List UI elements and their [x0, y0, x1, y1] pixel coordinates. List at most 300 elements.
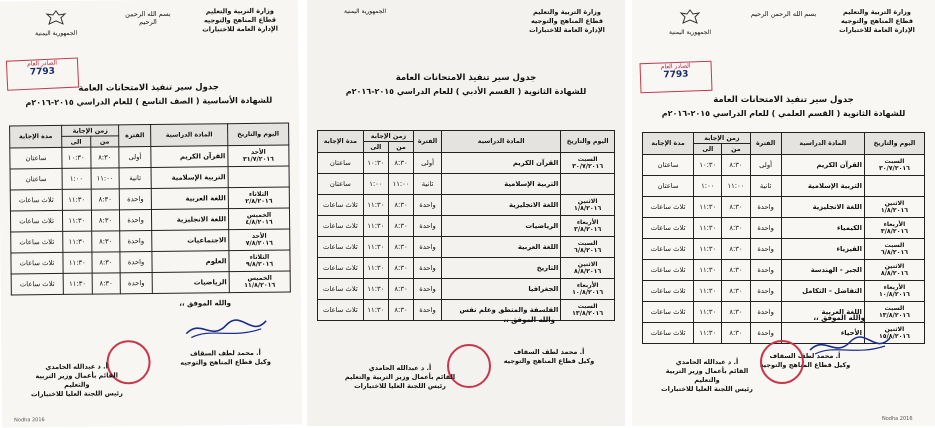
col-day: اليوم والتاريخ — [228, 123, 289, 146]
col-to: الى — [694, 144, 722, 155]
subject-cell: اللغة العربية — [781, 302, 864, 323]
signature-area — [11, 299, 292, 410]
minister-title: القائم بأعمال وزير التربية والتعليم — [665, 367, 749, 384]
ministry-block — [827, 8, 927, 35]
to-cell: ١١:٣٠ — [694, 197, 722, 218]
col-subject: المادة الدراسية — [150, 124, 227, 147]
day-cell — [228, 166, 289, 188]
day-cell — [561, 279, 615, 300]
stamp-label: الصادر العام — [26, 59, 58, 68]
footer-mark: Nodha 2016 — [14, 417, 45, 424]
republic-block — [6, 8, 106, 38]
duration-cell: ثلاث ساعات — [318, 300, 364, 321]
sector-name: قطاع المناهج والتوجيه — [203, 15, 277, 25]
stamp-number: 7793 — [663, 69, 689, 81]
duration-cell: ثلاث ساعات — [11, 231, 63, 253]
republic-name: الجمهورية اليمنية — [343, 8, 386, 15]
period-cell: واحدة — [414, 216, 442, 237]
col-from: من — [722, 144, 750, 155]
duration-cell: ثلاث ساعات — [318, 216, 364, 237]
day-name: الاثنين — [884, 263, 905, 270]
period-cell: ثانية — [750, 176, 781, 197]
stamp-number: 7793 — [29, 66, 56, 78]
from-cell: ٨:٣٠ — [388, 153, 413, 174]
from-cell: ٨:٣٠ — [388, 300, 413, 321]
subject-cell: الكيمياء — [781, 218, 864, 239]
day-cell — [864, 260, 924, 281]
ministry-block — [517, 8, 617, 35]
from-cell: ٨:٣٠ — [722, 323, 750, 344]
period-cell: واحدة — [120, 230, 152, 251]
minister-block — [652, 358, 762, 394]
period-cell: واحدة — [120, 209, 152, 230]
minister-title: القائم بأعمال وزير التربية والتعليم — [344, 373, 456, 381]
duration-cell: ساعتان — [643, 176, 694, 197]
day-cell — [561, 258, 615, 279]
committee-title: رئيس اللجنة العليا للاختبارات — [354, 382, 446, 390]
from-cell: ٨:٣٠ — [91, 231, 120, 252]
table-row — [318, 216, 615, 237]
to-cell: ١١:٣٠ — [694, 239, 722, 260]
header-row — [10, 123, 289, 137]
from-cell: ٨:٣٠ — [388, 195, 413, 216]
day-name: السبت — [577, 156, 598, 163]
col-duration: مدة الإجابة — [643, 133, 694, 155]
day-cell — [561, 174, 615, 195]
day-name: الأربعاء — [883, 284, 906, 291]
republic-block — [315, 8, 415, 16]
subject-cell: الجبر - الهندسة — [781, 260, 864, 281]
stamp-label: الصادر العام — [660, 62, 691, 71]
table-row — [318, 258, 615, 279]
day-name: الأربعاء — [576, 282, 599, 289]
day-cell — [864, 155, 924, 176]
day-name: الخميس — [247, 274, 272, 282]
table-row — [643, 260, 925, 281]
day-cell — [864, 218, 924, 239]
to-cell: ١١:٣٠ — [363, 237, 388, 258]
table-row — [318, 153, 615, 174]
col-duration: مدة الإجابة — [318, 131, 364, 153]
col-time: زمن الإجابة — [363, 131, 413, 142]
col-duration: مدة الإجابة — [10, 125, 62, 148]
deputy-block — [165, 349, 285, 368]
duration-cell: ثلاث ساعات — [318, 237, 364, 258]
day-cell — [561, 153, 615, 174]
period-cell: واحدة — [120, 272, 152, 293]
duration-cell: ثلاث ساعات — [643, 281, 694, 302]
duration-cell: ثلاث ساعات — [10, 210, 62, 232]
from-cell: ٨:٣٠ — [92, 273, 121, 294]
period-cell: أولى — [119, 146, 151, 167]
schedule-subtitle: للشهادة الأساسية ( الصف التاسع ) للعام الدراسي ٢٠١٥-٢٠١٦م — [25, 95, 273, 108]
basmala: بسم الله الرحمن الرحيم — [125, 9, 171, 27]
day-date: ١/٨/٢٠١٦ — [880, 207, 909, 214]
day-name: الخميس — [246, 211, 272, 219]
committee-title: رئيس اللجنة العليا للاختبارات — [661, 385, 753, 393]
subject-cell: الجغرافيا — [442, 279, 561, 300]
subject-cell: الفيزياء — [781, 239, 864, 260]
col-to: الى — [363, 142, 388, 153]
subject-cell: القرآن الكريم — [151, 146, 228, 168]
col-to: الى — [62, 136, 91, 147]
subject-cell: التفاضل - التكامل — [781, 281, 864, 302]
day-name: الأحد — [250, 148, 266, 156]
day-date: ١٠/٨/٢٠١٦ — [572, 289, 604, 296]
from-cell: ١١:٠٠ — [722, 176, 750, 197]
deputy-name: أ. محمد لطف السقاف — [769, 352, 841, 360]
committee-title: رئيس اللجنة العليا للاختبارات — [30, 389, 123, 399]
from-cell: ٨:٣٠ — [388, 237, 413, 258]
period-cell: ثانية — [119, 167, 151, 188]
subject-cell: الأحياء — [781, 323, 864, 344]
day-date: ٣/٨/٢٠١٦ — [574, 226, 602, 233]
day-name: الأحد — [251, 232, 267, 240]
to-cell: ١١:٣٠ — [363, 279, 388, 300]
minister-block — [325, 364, 475, 391]
subject-cell: التاريخ — [442, 258, 561, 279]
subject-cell: اللغة العربية — [151, 188, 228, 210]
signature-area — [317, 316, 615, 416]
duration-cell: ثلاث ساعات — [643, 260, 694, 281]
to-cell: ١١:٣٠ — [363, 300, 388, 321]
closing-phrase: والله الموفق ،، — [503, 316, 555, 324]
to-cell: ١١:٣٠ — [63, 273, 92, 294]
table-row — [318, 195, 615, 216]
table-row — [318, 174, 615, 195]
letterhead — [315, 6, 617, 58]
col-time: زمن الإجابة — [62, 125, 119, 137]
to-cell: ١:٠٠ — [363, 174, 388, 195]
duration-cell: ثلاث ساعات — [318, 279, 364, 300]
to-cell: ١١:٣٠ — [363, 258, 388, 279]
subject-cell: التربية الإسلامية — [151, 167, 228, 189]
to-cell: ١١:٣٠ — [694, 323, 722, 344]
republic-name: الجمهورية اليمنية — [668, 29, 711, 36]
subject-cell: الفلسفة والمنطق وعلم نفس — [442, 300, 561, 321]
period-cell: واحدة — [750, 323, 781, 344]
col-day: اليوم والتاريخ — [561, 131, 615, 153]
subject-cell: العلوم — [152, 251, 229, 273]
duration-cell: ساعتان — [10, 168, 62, 190]
table-row — [318, 279, 615, 300]
sector-name: قطاع المناهج والتوجيه — [530, 17, 604, 25]
table-row — [643, 218, 925, 239]
period-cell: واحدة — [750, 197, 781, 218]
day-cell — [561, 195, 615, 216]
duration-cell: ساعتان — [10, 147, 62, 169]
dept-name: الإدارة العامة للاختبارات — [529, 26, 605, 34]
duration-cell: ثلاث ساعات — [11, 273, 63, 295]
day-date: ٣٠/٧/٢٠١٦ — [878, 165, 910, 172]
day-cell — [229, 271, 290, 293]
day-cell — [561, 216, 615, 237]
table-row — [10, 166, 289, 190]
exam-schedule-scientific — [632, 0, 935, 426]
period-cell: ثانية — [414, 174, 442, 195]
to-cell: ١:٠٠ — [62, 168, 91, 189]
day-date: ٦/٨/٢٠١٦ — [880, 249, 909, 256]
period-cell: واحدة — [750, 302, 781, 323]
from-cell: ٨:٣٠ — [722, 302, 750, 323]
from-cell: ١١:٠٠ — [388, 174, 413, 195]
to-cell: ١١:٣٠ — [363, 216, 388, 237]
from-cell: ٨:٣٠ — [92, 252, 121, 273]
table-row — [11, 229, 290, 253]
official-seal — [760, 340, 804, 384]
day-cell — [561, 237, 615, 258]
from-cell: ٨:٣٠ — [722, 239, 750, 260]
table-row — [318, 237, 615, 258]
footer-mark: Nodha 2016 — [882, 416, 913, 422]
exam-schedule-literary — [307, 0, 625, 426]
day-name: السبت — [884, 158, 905, 165]
sector-name: قطاع المناهج والتوجيه — [840, 17, 914, 25]
table-row — [643, 176, 925, 197]
schedule-title: جدول سير تنفيذ الامتحانات العامة — [78, 82, 220, 94]
schedule-title: جدول سير تنفيذ الامتحانات العامة — [395, 73, 537, 83]
subject-cell: التربية الإسلامية — [442, 174, 561, 195]
republic-name: الجمهورية اليمنية — [35, 29, 78, 38]
subject-cell: القرآن الكريم — [442, 153, 561, 174]
day-name: الاثنين — [884, 326, 905, 333]
day-date: ١٣/٨/٢٠١٦ — [572, 310, 604, 317]
eagle-emblem-icon — [45, 9, 67, 27]
day-cell — [864, 281, 924, 302]
duration-cell: ثلاث ساعات — [643, 302, 694, 323]
header-row — [318, 131, 615, 142]
day-cell — [864, 176, 924, 197]
to-cell: ١١:٣٠ — [694, 218, 722, 239]
letterhead — [640, 6, 927, 58]
ministry-name: وزارة التربية والتعليم — [533, 8, 601, 16]
day-cell — [228, 208, 289, 230]
day-name: الثلاثاء — [249, 253, 270, 261]
period-cell: واحدة — [750, 218, 781, 239]
to-cell: ١١:٣٠ — [62, 189, 91, 210]
signature-scribble — [181, 313, 271, 344]
period-cell: واحدة — [414, 237, 442, 258]
schedule-subtitle: للشهادة الثانوية ( القسم الأدبي ) للعام الدراسي ٢٠١٥-٢٠١٦م — [345, 87, 587, 96]
day-date: ٨/٨/٢٠١٦ — [880, 270, 909, 277]
period-cell: واحدة — [750, 260, 781, 281]
day-name: الاثنين — [577, 261, 598, 268]
exam-schedule-basic — [0, 0, 302, 428]
schedule-table — [9, 123, 291, 296]
day-date: ٣٠/٧/٢٠١٦ — [572, 163, 604, 170]
duration-cell: ثلاث ساعات — [643, 323, 694, 344]
day-date: ٤/٨/٢٠١٦ — [245, 218, 273, 227]
to-cell: ١١:٣٠ — [694, 281, 722, 302]
closing-phrase: والله الموفق ،، — [179, 299, 231, 308]
duration-cell: ثلاث ساعات — [643, 239, 694, 260]
from-cell: ٨:٣٠ — [90, 147, 119, 168]
col-period: الفترة — [119, 124, 151, 146]
day-date: ١٥/٨/٢٠١٦ — [878, 333, 910, 340]
from-cell: ٨:٣٠ — [91, 210, 120, 231]
eagle-emblem-icon — [679, 8, 701, 26]
duration-cell: ساعتان — [318, 174, 364, 195]
from-cell: ٨:٣٠ — [722, 218, 750, 239]
day-name: السبت — [577, 240, 598, 247]
to-cell: ١٠:٣٠ — [694, 155, 722, 176]
to-cell: ١١:٣٠ — [63, 231, 92, 252]
to-cell: ١١:٣٠ — [63, 252, 92, 273]
subject-cell: اللغة الانجليزية — [781, 197, 864, 218]
col-time: زمن الإجابة — [694, 133, 750, 144]
minister-title: القائم بأعمال وزير التربية والتعليم — [35, 371, 119, 389]
day-name: السبت — [884, 305, 905, 312]
from-cell: ٨:٣٠ — [388, 216, 413, 237]
from-cell: ٨:٣٠ — [722, 260, 750, 281]
to-cell: ١١:٣٠ — [363, 195, 388, 216]
to-cell: ١٠:٣٠ — [62, 147, 91, 168]
col-from: من — [90, 136, 119, 147]
period-cell: واحدة — [414, 300, 442, 321]
duration-cell: ثلاث ساعات — [643, 218, 694, 239]
to-cell: ١١:٣٠ — [694, 302, 722, 323]
duration-cell: ثلاث ساعات — [643, 197, 694, 218]
period-cell: واحدة — [414, 258, 442, 279]
minister-name: أ. د عبدالله الحامدي — [368, 364, 432, 372]
schedule-table — [317, 130, 615, 321]
schedule-titles — [317, 72, 615, 98]
subject-cell: التربية الإسلامية — [781, 176, 864, 197]
from-cell: ٨:٣٠ — [722, 281, 750, 302]
duration-cell: ساعتان — [643, 155, 694, 176]
day-date: ٦/٨/٢٠١٦ — [574, 247, 602, 254]
table-row — [643, 155, 925, 176]
duration-cell: ثلاث ساعات — [10, 189, 62, 211]
day-cell — [864, 197, 924, 218]
signature-area — [642, 314, 925, 414]
day-date: ١/٨/٢٠١٦ — [574, 205, 602, 212]
day-cell — [228, 187, 289, 209]
outgoing-stamp — [639, 61, 712, 93]
table-row — [643, 281, 925, 302]
col-subject: المادة الدراسية — [442, 131, 561, 153]
day-date: ٧/٨/٢٠١٦ — [245, 239, 273, 247]
table-row — [643, 239, 925, 260]
deputy-title: وكيل قطاع المناهج والتوجيه — [180, 357, 271, 367]
minister-block — [22, 362, 132, 399]
table-row — [11, 271, 290, 295]
col-subject: المادة الدراسية — [781, 133, 864, 155]
from-cell: ٨:٣٠ — [91, 189, 120, 210]
table-row — [10, 187, 289, 211]
period-cell: واحدة — [750, 239, 781, 260]
minister-name: أ. د عبدالله الحامدي — [675, 358, 739, 366]
from-cell: ٨:٣٠ — [722, 197, 750, 218]
deputy-block — [489, 348, 609, 366]
day-date: ٣١/٧/٢٠١٦ — [242, 155, 274, 164]
duration-cell: ثلاث ساعات — [318, 258, 364, 279]
table-row — [10, 145, 289, 169]
schedule-titles — [9, 81, 289, 110]
day-date: ١٣/٨/٢٠١٦ — [878, 312, 910, 319]
to-cell: ١٠:٣٠ — [363, 153, 388, 174]
subject-cell: اللغة العربية — [442, 237, 561, 258]
closing-phrase: والله الموفق ،، — [813, 314, 865, 322]
from-cell: ٨:٣٠ — [388, 279, 413, 300]
deputy-name: أ. محمد لطف السقاف — [513, 348, 585, 356]
day-cell — [229, 229, 290, 251]
period-cell: واحدة — [414, 279, 442, 300]
ministry-block — [190, 7, 290, 35]
to-cell: ١١:٣٠ — [694, 260, 722, 281]
day-name: السبت — [884, 242, 905, 249]
minister-name: أ. د عبدالله الحامدي — [45, 362, 108, 372]
col-period: الفترة — [750, 133, 781, 155]
day-name: الاثنين — [884, 200, 905, 207]
deputy-name: أ. محمد لطف السقاف — [190, 348, 261, 358]
duration-cell: ساعتان — [318, 153, 364, 174]
subject-cell: اللغة الانجليزية — [442, 195, 561, 216]
deputy-title: وكيل قطاع المناهج والتوجيه — [759, 361, 851, 369]
day-name: الأربعاء — [576, 219, 599, 226]
schedule-table — [642, 132, 925, 344]
day-date: ١١/٨/٢٠١٦ — [244, 281, 276, 290]
day-date: ٩/٨/٢٠١٦ — [245, 260, 274, 268]
table-row — [10, 208, 289, 232]
day-name: الثلاثاء — [249, 190, 269, 198]
schedule-title: جدول سير تنفيذ الامتحانات العامة — [713, 95, 854, 105]
to-cell: ١١:٣٠ — [62, 210, 91, 231]
subject-cell: القرآن الكريم — [781, 155, 864, 176]
header-row — [643, 133, 925, 144]
period-cell: أولى — [414, 153, 442, 174]
subject-cell: اللغة الانجليزية — [151, 209, 228, 231]
day-date: ٣/٨/٢٠١٦ — [880, 228, 909, 235]
day-cell — [228, 145, 289, 167]
col-from: من — [388, 142, 413, 153]
republic-block — [640, 8, 740, 37]
subject-cell: الرياضيات — [442, 216, 561, 237]
period-cell: واحدة — [414, 195, 442, 216]
period-cell: واحدة — [750, 281, 781, 302]
schedule-titles — [642, 94, 925, 120]
day-date: ٢/٨/٢٠١٦ — [245, 197, 273, 206]
basmala: بسم الله الرحمن الرحيم — [750, 10, 817, 18]
period-cell: أولى — [750, 155, 781, 176]
dept-name: الإدارة العامة للاختبارات — [839, 26, 915, 34]
day-name: الاثنين — [577, 198, 598, 205]
day-cell — [864, 239, 924, 260]
to-cell: ١:٠٠ — [694, 176, 722, 197]
duration-cell: ثلاث ساعات — [318, 195, 364, 216]
day-date: ١٠/٨/٢٠١٦ — [878, 291, 910, 298]
col-period: الفترة — [414, 131, 442, 153]
period-cell: واحدة — [119, 188, 151, 209]
ministry-name: وزارة التربية والتعليم — [205, 6, 274, 16]
col-day: اليوم والتاريخ — [864, 133, 924, 155]
day-name — [231, 177, 287, 178]
from-cell: ١١:٠٠ — [91, 168, 120, 189]
table-row — [11, 250, 290, 274]
day-name: السبت — [577, 303, 598, 310]
day-date — [231, 177, 287, 178]
day-cell — [229, 250, 290, 272]
ministry-name: وزارة التربية والتعليم — [843, 8, 911, 16]
day-name: الأربعاء — [883, 221, 906, 228]
period-cell: واحدة — [120, 251, 152, 272]
subject-cell: الاجتماعيات — [152, 230, 229, 252]
deputy-title: وكيل قطاع المناهج والتوجيه — [503, 357, 595, 365]
day-date: ٨/٨/٢٠١٦ — [574, 268, 602, 275]
schedule-subtitle: للشهادة الثانوية ( القسم العلمي ) للعام الدراسي ٢٠١٥-٢٠١٦م — [661, 109, 906, 118]
from-cell: ٨:٣٠ — [388, 258, 413, 279]
duration-cell: ثلاث ساعات — [11, 252, 63, 274]
